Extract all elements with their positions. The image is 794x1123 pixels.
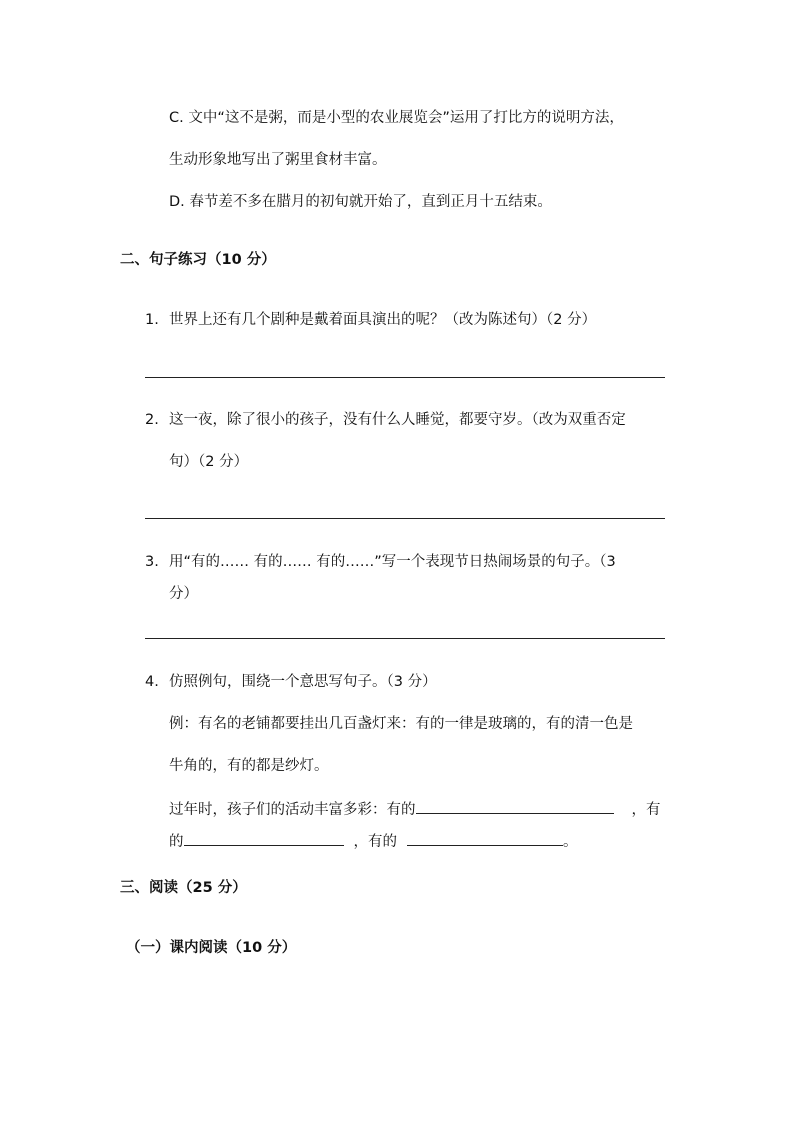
question-4-text: 仿照例句，围绕一个意思写句子。（3 分）	[169, 674, 437, 690]
fill-blank-1[interactable]	[416, 797, 614, 814]
question-4-example-line2: 牛角的，有的都是纱灯。	[169, 758, 329, 774]
section-3-subsection-1-title: （一）课内阅读（10 分）	[126, 940, 297, 956]
section-2-title: 二、句子练习（10 分）	[120, 252, 276, 268]
fill-prefix-text: 过年时，孩子们的活动丰富多彩：有的	[169, 802, 416, 818]
question-3-text-line1: 用“有的…… 有的…… 有的……”写一个表现节日热闹场景的句子。（3	[169, 554, 616, 570]
fill-end-text: 。	[563, 834, 578, 850]
question-4-number: 4.	[145, 674, 159, 690]
fill-separator-2: ，有的	[353, 834, 397, 850]
section-3-title: 三、阅读（25 分）	[120, 880, 247, 896]
fill-line2-start-text: 的	[169, 834, 184, 850]
question-1-text: 世界上还有几个剧种是戴着面具演出的呢？（改为陈述句）（2 分）	[169, 312, 597, 328]
option-d-line1: D. 春节差不多在腊月的初旬就开始了，直到正月十五结束。	[169, 194, 552, 210]
fill-blank-3[interactable]	[407, 829, 563, 846]
question-4-fill-line1	[169, 797, 661, 820]
question-2-text-line1: 这一夜，除了很小的孩子，没有什么人睡觉，都要守岁。（改为双重否定	[169, 412, 626, 428]
question-1-number: 1.	[145, 312, 159, 328]
question-2-number: 2.	[145, 412, 159, 428]
question-2-answer-line	[145, 518, 665, 519]
question-3-number: 3.	[145, 554, 159, 570]
option-c-line2: 生动形象地写出了粥里食材丰富。	[169, 152, 387, 168]
question-4-example-line1: 例：有名的老铺都要挂出几百盏灯来：有的一律是玻璃的，有的清一色是	[169, 716, 633, 732]
question-2-text-line2: 句）（2 分）	[169, 454, 249, 470]
question-3-text-line2: 分）	[169, 586, 198, 602]
fill-blank-2[interactable]	[184, 829, 344, 846]
fill-separator-1: ，有	[631, 802, 661, 818]
question-4-fill-line2	[169, 829, 578, 852]
question-1-answer-line	[145, 377, 665, 378]
question-3-answer-line	[145, 638, 665, 639]
option-c-line1: C. 文中“这不是粥，而是小型的农业展览会”运用了打比方的说明方法，	[169, 110, 624, 126]
